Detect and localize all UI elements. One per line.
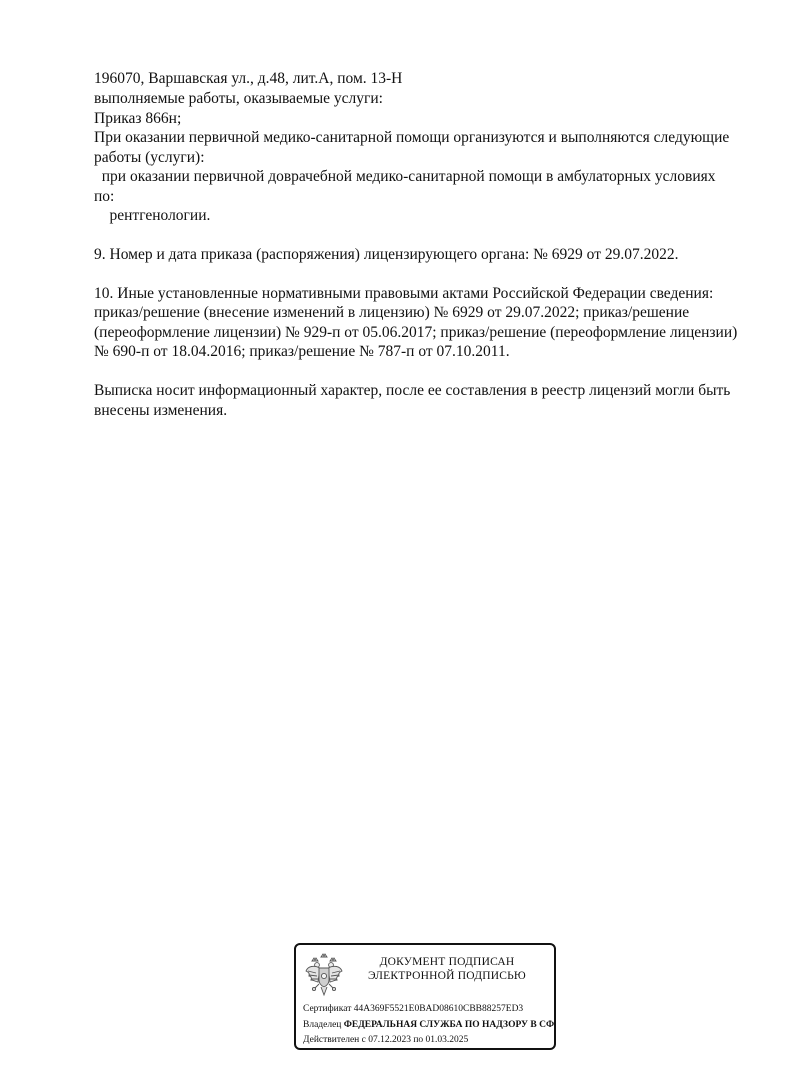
- certificate-value: 44A369F5521E0BAD08610CBB88257ED3: [353, 1004, 524, 1014]
- disclaimer-line-2: внесены изменения.: [94, 402, 228, 419]
- section-10-line-1: 10. Иные установленные нормативными правовыми актами Российской Федерации сведения:: [94, 285, 714, 302]
- validity-period: Действителен с 07.12.2023 по 01.03.2025: [303, 1035, 469, 1045]
- stamp-title-line-1: ДОКУМЕНТ ПОДПИСАН: [379, 956, 515, 968]
- stamp-title-line-2: ЭЛЕКТРОННОЙ ПОДПИСЬЮ: [368, 970, 526, 982]
- electronic-signature-stamp: [294, 943, 556, 1050]
- section-10-line-4: № 690-п от 18.04.2016; приказ/решение № 787-п от 07.10.2011.: [94, 343, 510, 360]
- disclaimer-line-1: Выписка носит информационный характер, после ее составления в реестр лицензий могли быть: [94, 382, 731, 399]
- certificate-row: [303, 1003, 523, 1015]
- owner-row: [303, 1019, 554, 1031]
- services-description-line-1: При оказании первичной медико-санитарной помощи организуются и выполняются следующие: [94, 129, 730, 146]
- section-9-order-number: 9. Номер и дата приказа (распоряжения) лицензирующего органа: № 6929 от 29.07.2022.: [94, 246, 679, 263]
- address-line: 196070, Варшавская ул., д.48, лит.А, пом. 13-Н: [94, 70, 403, 87]
- order-reference: Приказ 866н;: [94, 110, 182, 127]
- service-item: рентгенологии.: [94, 207, 211, 224]
- care-type-line-2: по:: [94, 188, 115, 205]
- services-heading: выполняемые работы, оказываемые услуги:: [94, 90, 383, 107]
- owner-value: ФЕДЕРАЛЬНАЯ СЛУЖБА ПО НАДЗОРУ В СФ: [343, 1020, 555, 1030]
- certificate-label: Сертификат: [303, 1004, 352, 1014]
- care-type-line-1: при оказании первичной доврачебной медико-санитарной помощи в амбулаторных условиях: [94, 168, 716, 185]
- section-10-line-2: приказ/решение (внесение изменений в лицензию) № 6929 от 29.07.2022; приказ/решение: [94, 304, 690, 321]
- section-10-line-3: (переоформление лицензии) № 929-п от 05.06.2017; приказ/решение (переоформление лицензии): [94, 324, 738, 341]
- coat-of-arms-emblem-icon: [304, 951, 344, 999]
- services-description-line-2: работы (услуги):: [94, 149, 205, 166]
- owner-label: Владелец: [303, 1020, 342, 1030]
